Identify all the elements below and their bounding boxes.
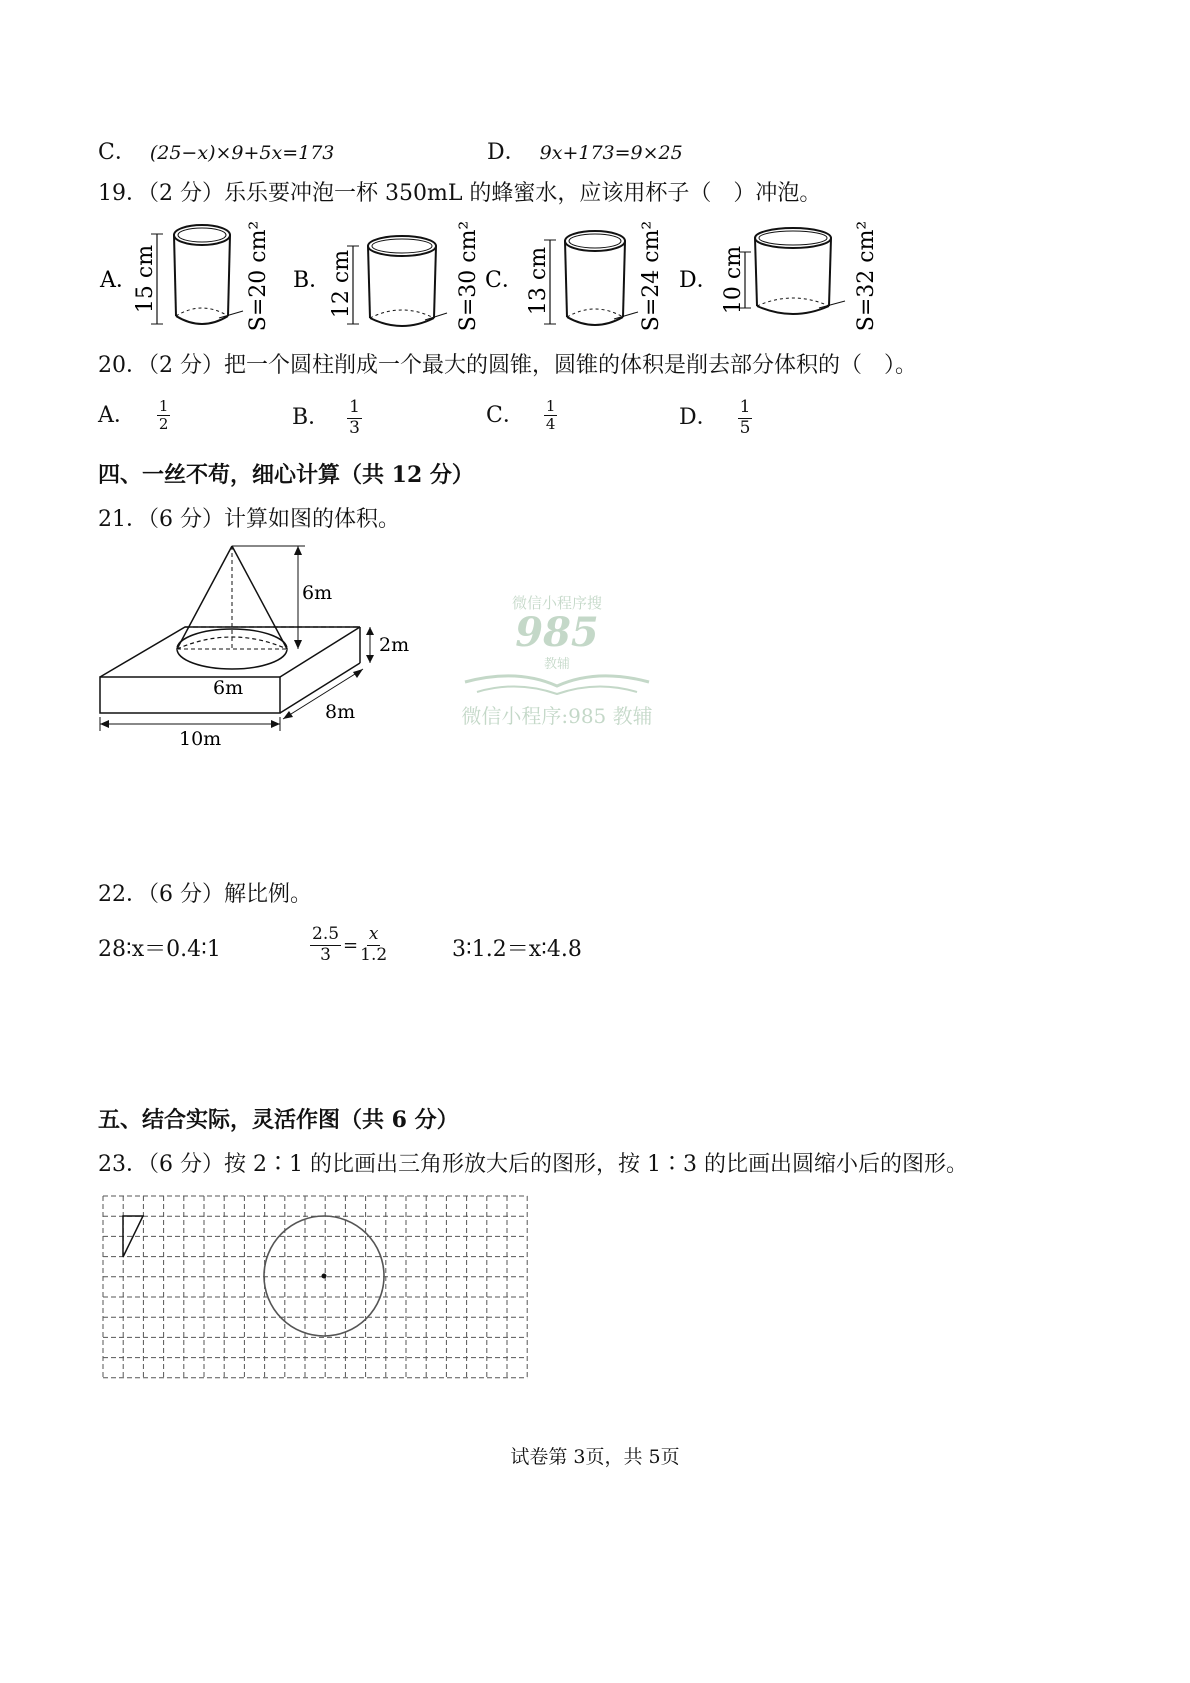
cup-b-height: 12 cm [329,249,354,319]
watermark-caption: 微信小程序:985 教辅 [461,704,653,728]
option-d-label: D． [487,140,527,165]
section-4-title: 四、一丝不苟，细心计算（共 12 分） [98,462,474,488]
q20-option-d-fraction [738,398,753,438]
option-d-expression: 9x+173=9×25 [539,142,683,164]
watermark-line2: 教辅 [543,657,570,672]
cup-d [679,221,879,332]
q20-option-a-denominator: 2 [158,415,169,434]
q22-eq2-left-denominator: 3 [320,944,331,965]
q20-option-a-label: A． [98,402,136,428]
q22-eq2-right-denominator: 1.2 [360,944,388,965]
q20-option-c-denominator: 4 [545,415,556,434]
q20-option-a-numerator: 1 [158,397,169,415]
q21-depth-label: 8m [325,701,356,723]
q20-option-b [292,398,362,438]
cup-b-label: B． [293,268,332,293]
q20-option-c-fraction [544,398,558,434]
q21-length-label: 10m [179,728,222,750]
q22-equation-3: 3∶1.2＝x∶4.8 [452,937,582,962]
q20-option-c-label: C． [486,402,525,428]
watermark-book-icon [457,672,657,698]
cup-c-label: C． [485,268,524,293]
cup-b [293,221,481,332]
grid-lines [103,1196,527,1378]
q22-eq2-right-fraction [360,925,387,965]
q21-box-height-label: 2m [379,634,410,656]
cup-a [99,221,271,332]
q20-option-d-numerator: 1 [739,397,751,417]
q20-option-c [486,398,557,434]
q22-equation-1: 28∶x＝0.4∶1 [98,937,221,962]
cup-c-height: 13 cm [526,246,551,316]
cup-a-area: S=20 cm² [246,220,271,332]
q20-option-d [679,398,752,438]
q20-option-a-fraction [157,398,171,434]
watermark-number: 985 [515,609,599,656]
option-d-row [487,140,683,166]
q20-option-b-fraction [347,398,362,438]
q20-option-b-denominator: 3 [349,417,360,438]
q22-eq2-left-numerator: 2.5 [312,924,340,944]
q19-stem: 19．（2 分）乐乐要冲泡一杯 350mL 的蜂蜜水，应该用杯子（ ）冲泡。 [98,181,822,206]
option-c-label: C． [98,140,137,165]
q22-equation-2 [310,925,387,965]
q20-option-b-label: B． [292,405,331,431]
q21-stem: 21．（6 分）计算如图的体积。 [98,507,400,532]
cup-a-label: A． [100,268,138,293]
circle-center-dot [322,1274,327,1279]
q20-option-c-numerator: 1 [545,397,556,415]
cup-b-area: S=30 cm² [456,220,481,332]
watermark [452,592,662,732]
q20-option-b-numerator: 1 [349,397,360,417]
option-c-row [98,140,334,166]
q22-stem: 22．（6 分）解比例。 [98,882,312,907]
watermark-line1: 微信小程序搜 [511,594,602,612]
section-5-title: 五、结合实际，灵活作图（共 6 分） [98,1107,459,1133]
q20-option-d-label: D． [679,405,719,431]
q23-stem: 23．（6 分）按 2∶1 的比画出三角形放大后的图形，按 1∶3 的比画出圆缩小后的图形。 [98,1152,968,1177]
q19-cups-figure [95,218,895,338]
cup-d-height: 10 cm [721,245,746,315]
cup-a-height: 15 cm [133,244,158,314]
q22-eq2-equals: = [343,935,359,957]
q20-stem: 20．（2 分）把一个圆柱削成一个最大的圆锥，圆锥的体积是削去部分体积的（ ）。 [98,353,917,378]
q21-diameter-label: 6m [213,677,244,699]
option-c-expression: (25−x)×9+5x=173 [149,142,335,164]
q22-eq2-left-fraction [310,925,341,965]
cup-c [485,221,664,332]
cup-c-area: S=24 cm² [639,220,664,332]
q21-solid-figure [95,535,425,760]
cup-d-label: D． [679,268,719,293]
q20-option-d-denominator: 5 [739,417,751,438]
q20-option-a [98,398,170,434]
q23-grid-figure [100,1190,530,1382]
page-footer: 试卷第 3页，共 5页 [510,1446,680,1468]
q21-cone-height-label: 6m [302,582,333,604]
q22-eq2-right-numerator: x [368,924,379,944]
cup-d-area: S=32 cm² [854,220,879,332]
